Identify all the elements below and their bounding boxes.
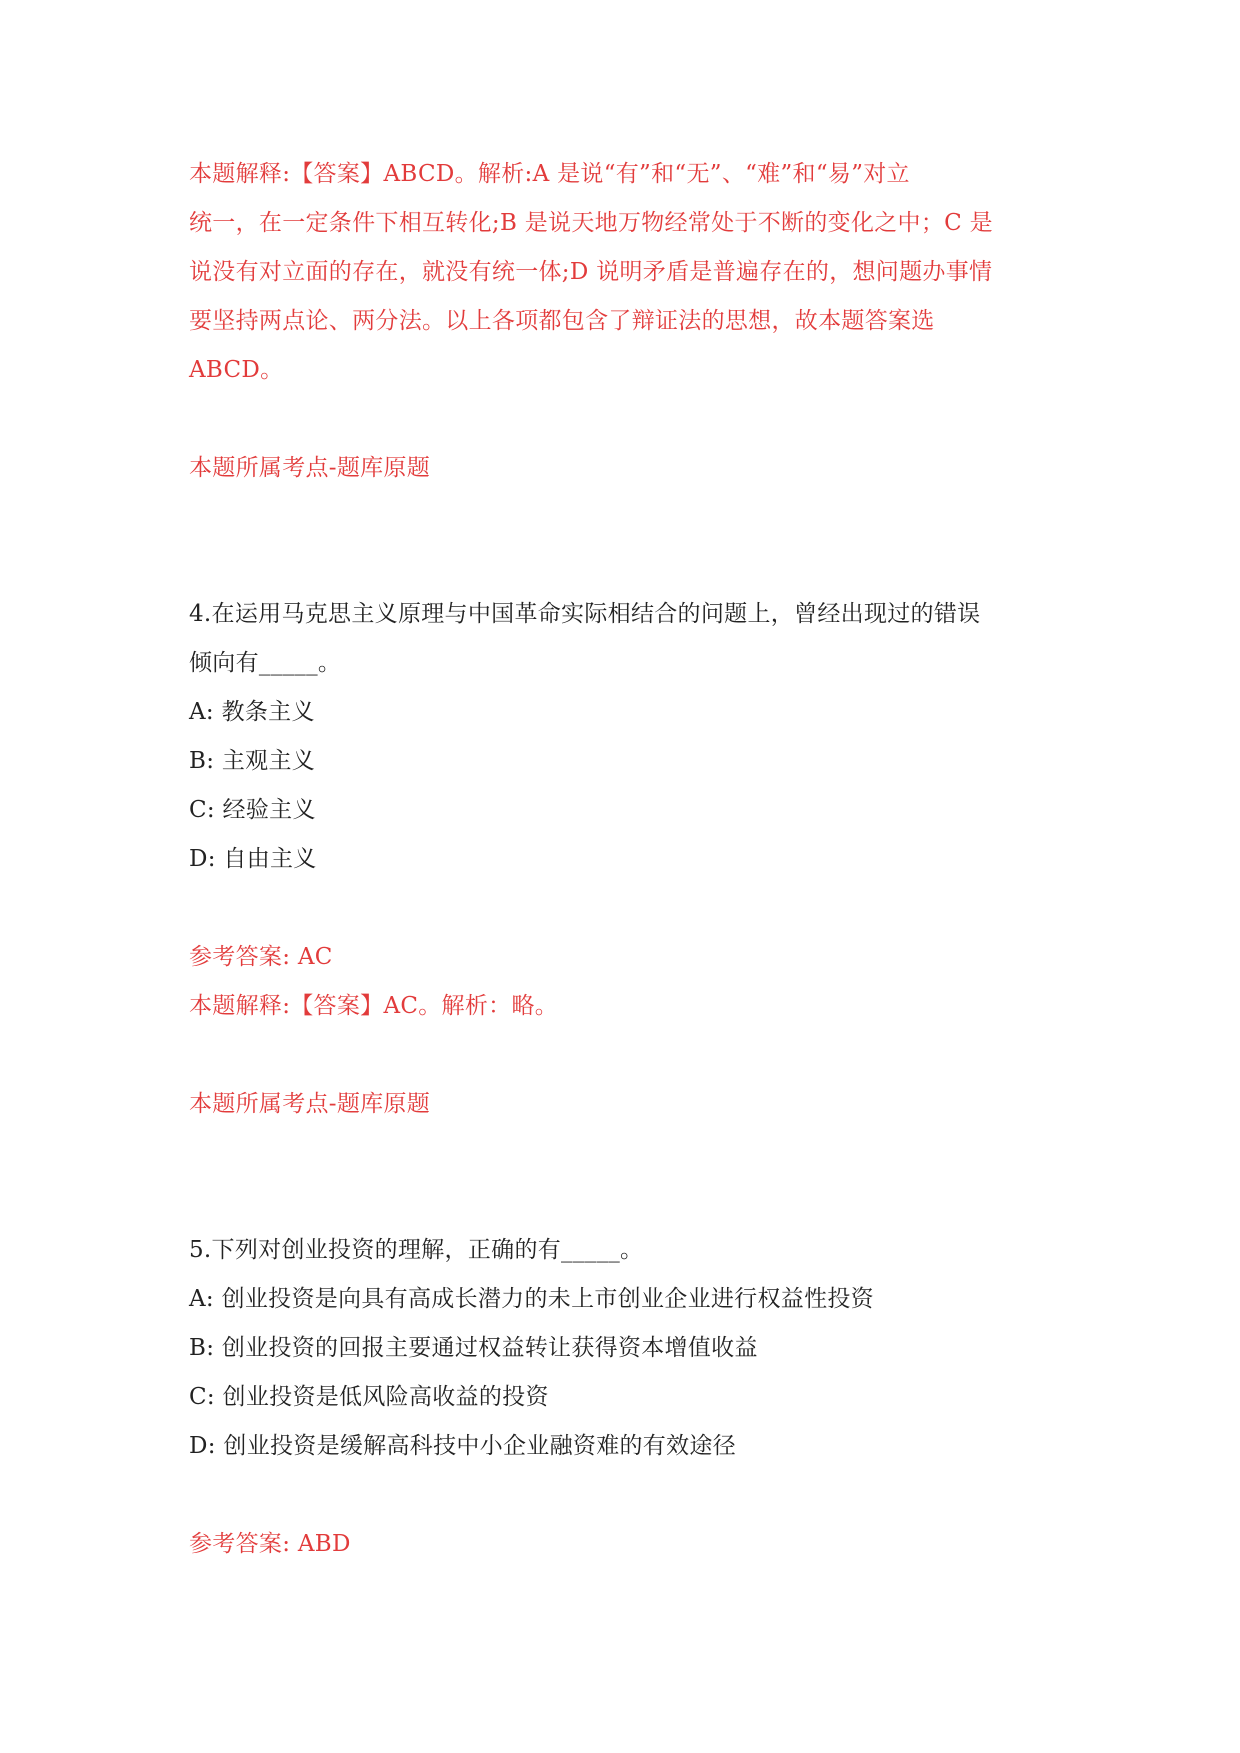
q3-explanation-line-5: ABCD。 xyxy=(189,357,284,383)
q5-option-a: A: 创业投资是向具有高成长潜力的未上市创业企业进行权益性投资 xyxy=(189,1286,874,1312)
q4-option-b: B: 主观主义 xyxy=(189,748,316,774)
q4-stem-line-1: 4.在运用马克思主义原理与中国革命实际相结合的问题上，曾经出现过的错误 xyxy=(189,601,981,627)
q4-answer: 参考答案: AC xyxy=(189,944,333,970)
q3-explanation-line-2: 统一，在一定条件下相互转化;B 是说天地万物经常处于不断的变化之中；C 是 xyxy=(189,210,993,236)
q5-option-c: C: 创业投资是低风险高收益的投资 xyxy=(189,1384,549,1410)
q5-stem: 5.下列对创业投资的理解，正确的有_____。 xyxy=(189,1237,644,1263)
q4-option-d: D: 自由主义 xyxy=(189,846,317,872)
q3-explanation-line-1: 本题解释:【答案】ABCD。解析:A 是说“有”和“无”、“难”和“易”对立 xyxy=(189,161,910,187)
q5-answer: 参考答案: ABD xyxy=(189,1531,351,1557)
q5-option-d: D: 创业投资是缓解高科技中小企业融资难的有效途径 xyxy=(189,1433,737,1459)
q4-option-c: C: 经验主义 xyxy=(189,797,316,823)
q4-option-a: A: 教条主义 xyxy=(189,699,315,725)
q3-knowledge-point: 本题所属考点-题库原题 xyxy=(189,455,431,481)
q4-knowledge-point: 本题所属考点-题库原题 xyxy=(189,1091,431,1117)
q5-option-b: B: 创业投资的回报主要通过权益转让获得资本增值收益 xyxy=(189,1335,758,1361)
q4-explanation: 本题解释:【答案】AC。解析：略。 xyxy=(189,993,559,1019)
q4-stem-line-2: 倾向有_____。 xyxy=(189,650,342,676)
q3-explanation-line-4: 要坚持两点论、两分法。以上各项都包含了辩证法的思想，故本题答案选 xyxy=(189,308,935,334)
q3-explanation-line-3: 说没有对立面的存在，就没有统一体;D 说明矛盾是普遍存在的，想问题办事情 xyxy=(189,259,993,285)
